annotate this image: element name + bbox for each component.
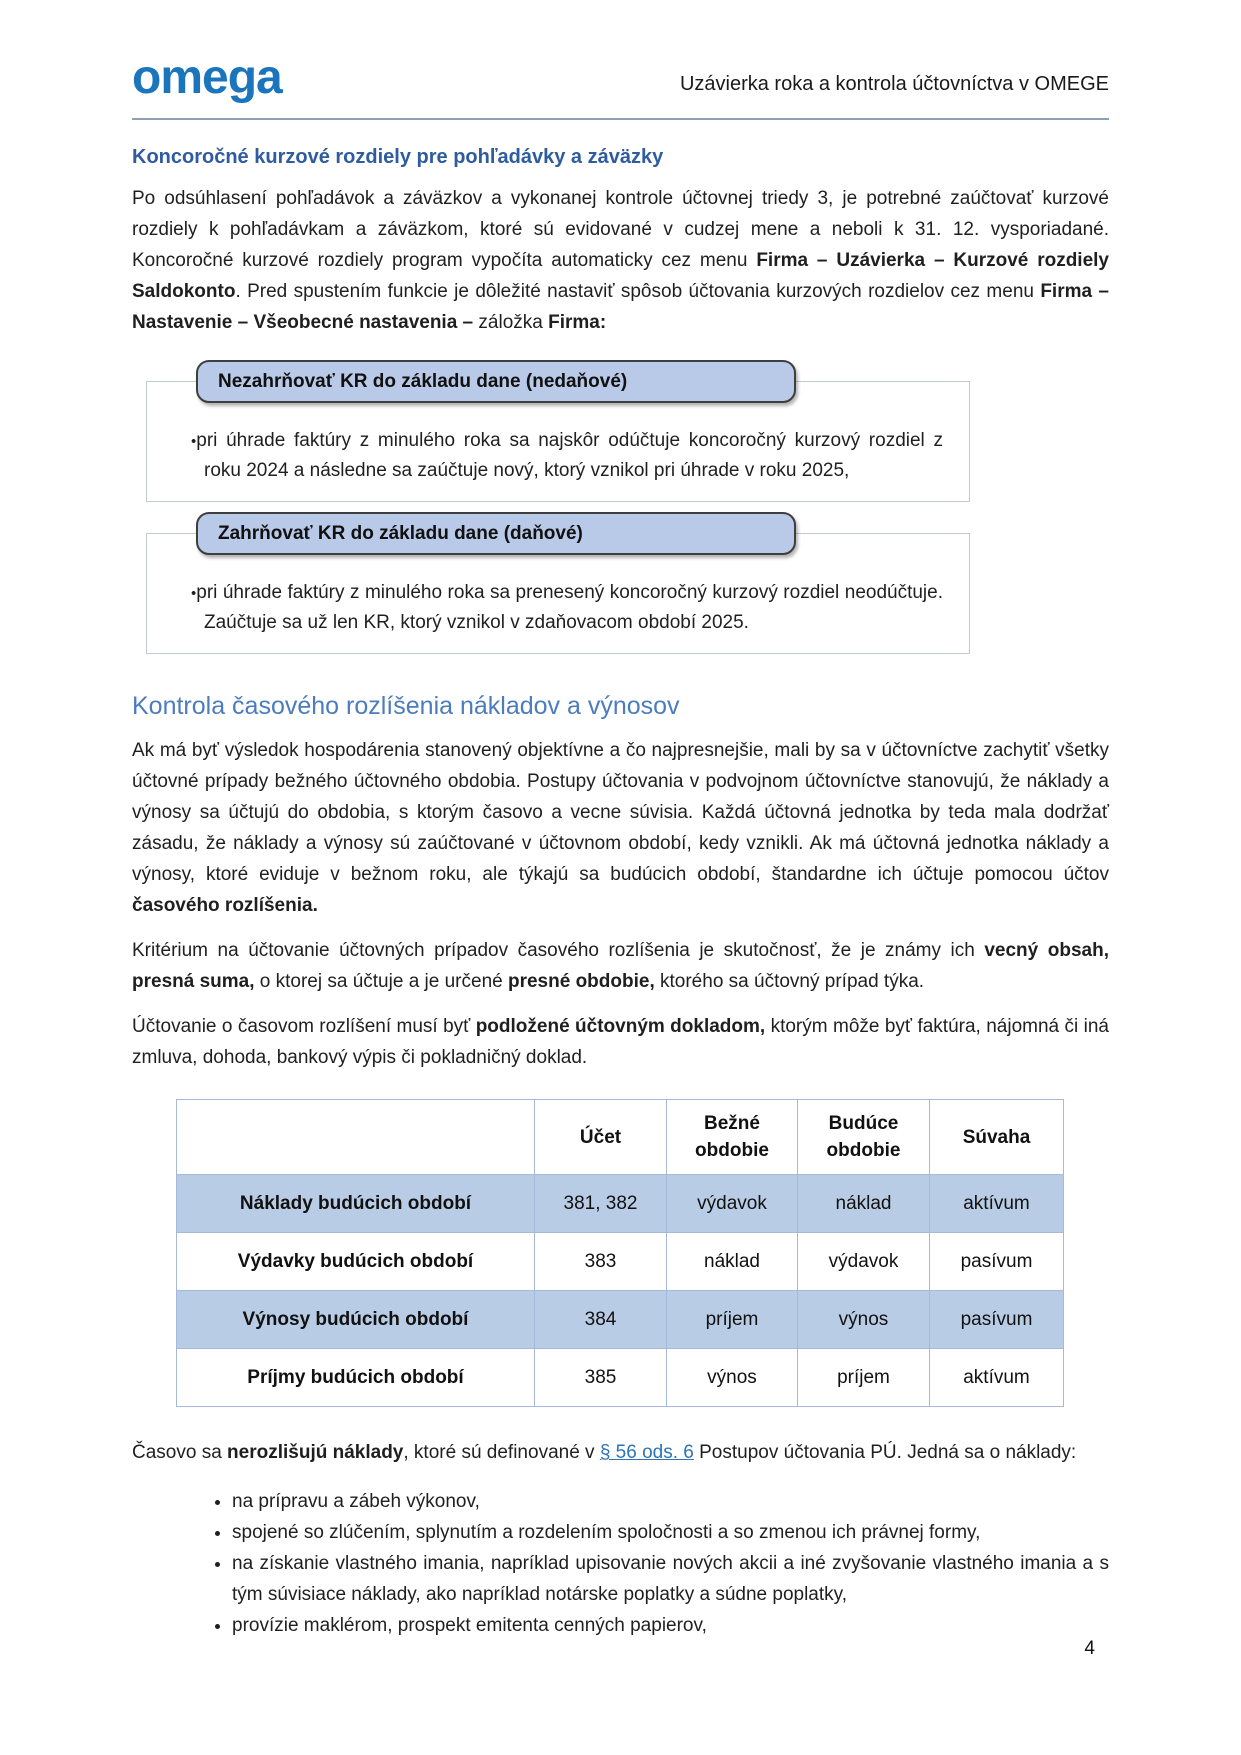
bullet-dot-icon: • [191, 433, 197, 450]
table-cell: príjem [667, 1291, 798, 1349]
table-cell: 383 [535, 1233, 667, 1291]
table-header-cell: Bežné obdobie [667, 1100, 798, 1175]
text-segment: Ak má byť výsledok hospodárenia stanovený objektívne a čo najpresnejšie, mali by sa v účtovníctve zachytiť všetky účtovné prípady bežného účtovného obdobia. Postupy účtovania v podvojnom účtovníctve stanovujú, že náklady a výnosy sa účtujú do obdobia, s ktorým časovo a vecne súvisia. Každá účtovná jednotka by teda mala dodržať zásadu, že náklady a výnosy sú zaúčtované v účtovnom období, kedy vznikli. Ak má účtovná jednotka náklady a výnosy, ktoré eviduje v bežnom roku, ale týkajú sa budúcich období, štandardne ich účtuje pomocou účtov [132, 740, 1109, 885]
paragraph-timing-1 [132, 735, 1109, 921]
table-cell: výdavok [798, 1233, 930, 1291]
text-segment: záložka [478, 312, 549, 333]
bold-text: časového rozlíšenia. [132, 895, 318, 916]
table-cell: aktívum [930, 1175, 1064, 1233]
text-segment: Účtovanie o časovom rozlíšení musí byť [132, 1016, 476, 1037]
table-row-label: Výnosy budúcich období [177, 1291, 535, 1349]
callout-taxable-bullet-text: pri úhrade faktúry z minulého roka sa prenesený koncoročný kurzový rozdiel neodúčtuje. Zaúčtuje sa už len KR, ktorý vznikol v zdaňovacom období 2025. [196, 582, 943, 633]
non-deferred-costs-list [132, 1486, 1109, 1641]
deferral-table-body [177, 1175, 1064, 1407]
paragraph-timing-2 [132, 935, 1109, 997]
list-item: • na prípravu a zábeh výkonov, [232, 1486, 1109, 1517]
table-cell: 385 [535, 1349, 667, 1407]
table-row [177, 1349, 1064, 1407]
bold-text: Firma – Uzávierka – Kurzové rozdiely Saldokonto [132, 250, 1109, 302]
table-cell: náklad [798, 1175, 930, 1233]
bold-text: Firma: [548, 312, 607, 333]
text-segment: Postupov účtovania PÚ. Jedná sa o náklady: [693, 1442, 1077, 1463]
text-segment: , ktoré sú definované v [403, 1442, 600, 1463]
bold-text: Firma – Nastavenie – Všeobecné nastavenia – [132, 281, 1109, 333]
table-row [177, 1233, 1064, 1291]
header-document-title: Uzávierka roka a kontrola účtovníctva v OMEGE [679, 73, 1109, 95]
table-cell: náklad [667, 1233, 798, 1291]
table-row-label: Náklady budúcich období [177, 1175, 535, 1233]
page-header [132, 51, 1109, 120]
callout-taxable-title: Zahrňovať KR do základu dane (daňové) [196, 512, 796, 555]
bold-text: podložené účtovným dokladom, [475, 1016, 766, 1037]
callout-nontaxable-title: Nezahrňovať KR do základu dane (nedaňové) [196, 360, 796, 403]
table-header-cell: Súvaha [930, 1100, 1064, 1175]
table-cell: 381, 382 [535, 1175, 667, 1233]
table-cell: pasívum [930, 1291, 1064, 1349]
table-header-cell: Budúce obdobie [798, 1100, 930, 1175]
table-row-label: Výdavky budúcich období [177, 1233, 535, 1291]
deferral-accounts-table [176, 1099, 1064, 1407]
callout-nontaxable-bullet-text: pri úhrade faktúry z minulého roka sa najskôr odúčtuje koncoročný kurzový rozdiel z roku 2024 a následne sa zaúčtuje nový, ktorý vznikol pri úhrade v roku 2025, [196, 430, 943, 481]
paragraph-non-deferred [132, 1437, 1109, 1468]
omega-logo: omega [132, 51, 282, 104]
list-item: • na získanie vlastného imania, napríklad upisovanie nových akcii a iné zvyšovanie vlastného imania a s tým súvisiace náklady, ako napríklad notárske poplatky a súdne poplatky, [232, 1548, 1109, 1610]
table-header-cell: Účet [535, 1100, 667, 1175]
text-segment: Časovo sa [132, 1442, 228, 1463]
table-cell: 384 [535, 1291, 667, 1349]
text-segment: . Pred spustením funkcie je dôležité nastaviť spôsob účtovania kurzových rozdielov cez menu [235, 281, 1041, 302]
text-segment: Kritérium na účtovanie účtovných prípadov časového rozlíšenia je skutočnosť, že je známy ich [132, 940, 985, 961]
callout-taxable [146, 512, 970, 654]
legal-reference-link[interactable]: § 56 ods. 6 [599, 1442, 694, 1463]
table-row-label: Príjmy budúcich období [177, 1349, 535, 1407]
callout-nontaxable-bullet [191, 426, 943, 485]
bullet-dot-icon: • [191, 585, 197, 602]
bold-text: nerozlišujú náklady [227, 1442, 404, 1463]
list-item: • provízie maklérom, prospekt emitenta cenných papierov, [232, 1610, 1109, 1641]
bold-text: vecný obsah, presná suma, [132, 940, 1109, 992]
callout-nontaxable [146, 360, 970, 502]
table-cell: príjem [798, 1349, 930, 1407]
table-cell: výnos [667, 1349, 798, 1407]
table-cell: pasívum [930, 1233, 1064, 1291]
text-segment: ktorým môže byť faktúra, nájomná či iná zmluva, dohoda, bankový výpis či pokladničný doklad. [132, 1016, 1109, 1068]
page-number: 4 [1084, 1638, 1095, 1659]
callout-taxable-bullet [191, 578, 943, 637]
heading-exchange-differences: Koncoročné kurzové rozdiely pre pohľadávky a záväzky [132, 146, 664, 168]
paragraph-exchange-intro [132, 183, 1109, 338]
table-cell: výnos [798, 1291, 930, 1349]
deferral-table-head [177, 1100, 1064, 1175]
table-row [177, 1291, 1064, 1349]
table-row [177, 1175, 1064, 1233]
list-item: • spojené so zlúčením, splynutím a rozdelením spoločnosti a so zmenou ich právnej formy, [232, 1517, 1109, 1548]
paragraph-timing-3 [132, 1011, 1109, 1073]
text-segment: o ktorej sa účtuje a je určené [254, 971, 508, 992]
text-segment: ktorého sa účtovný prípad týka. [654, 971, 925, 992]
text-segment: Po odsúhlasení pohľadávok a záväzkov a vykonanej kontrole účtovnej triedy 3, je potrebné zaúčtovať kurzové rozdiely k pohľadávkam a záväzkom, ktoré sú evidované v cudzej mene a neboli k 31. 12. vysporiadané. Koncoročné kurzové rozdiely program vypočíta automaticky cez menu [132, 188, 1109, 271]
heading-timing-control: Kontrola časového rozlíšenia nákladov a výnosov [132, 692, 680, 720]
table-header-cell [177, 1100, 535, 1175]
bold-text: presné obdobie, [507, 971, 655, 992]
table-cell: aktívum [930, 1349, 1064, 1407]
table-cell: výdavok [667, 1175, 798, 1233]
